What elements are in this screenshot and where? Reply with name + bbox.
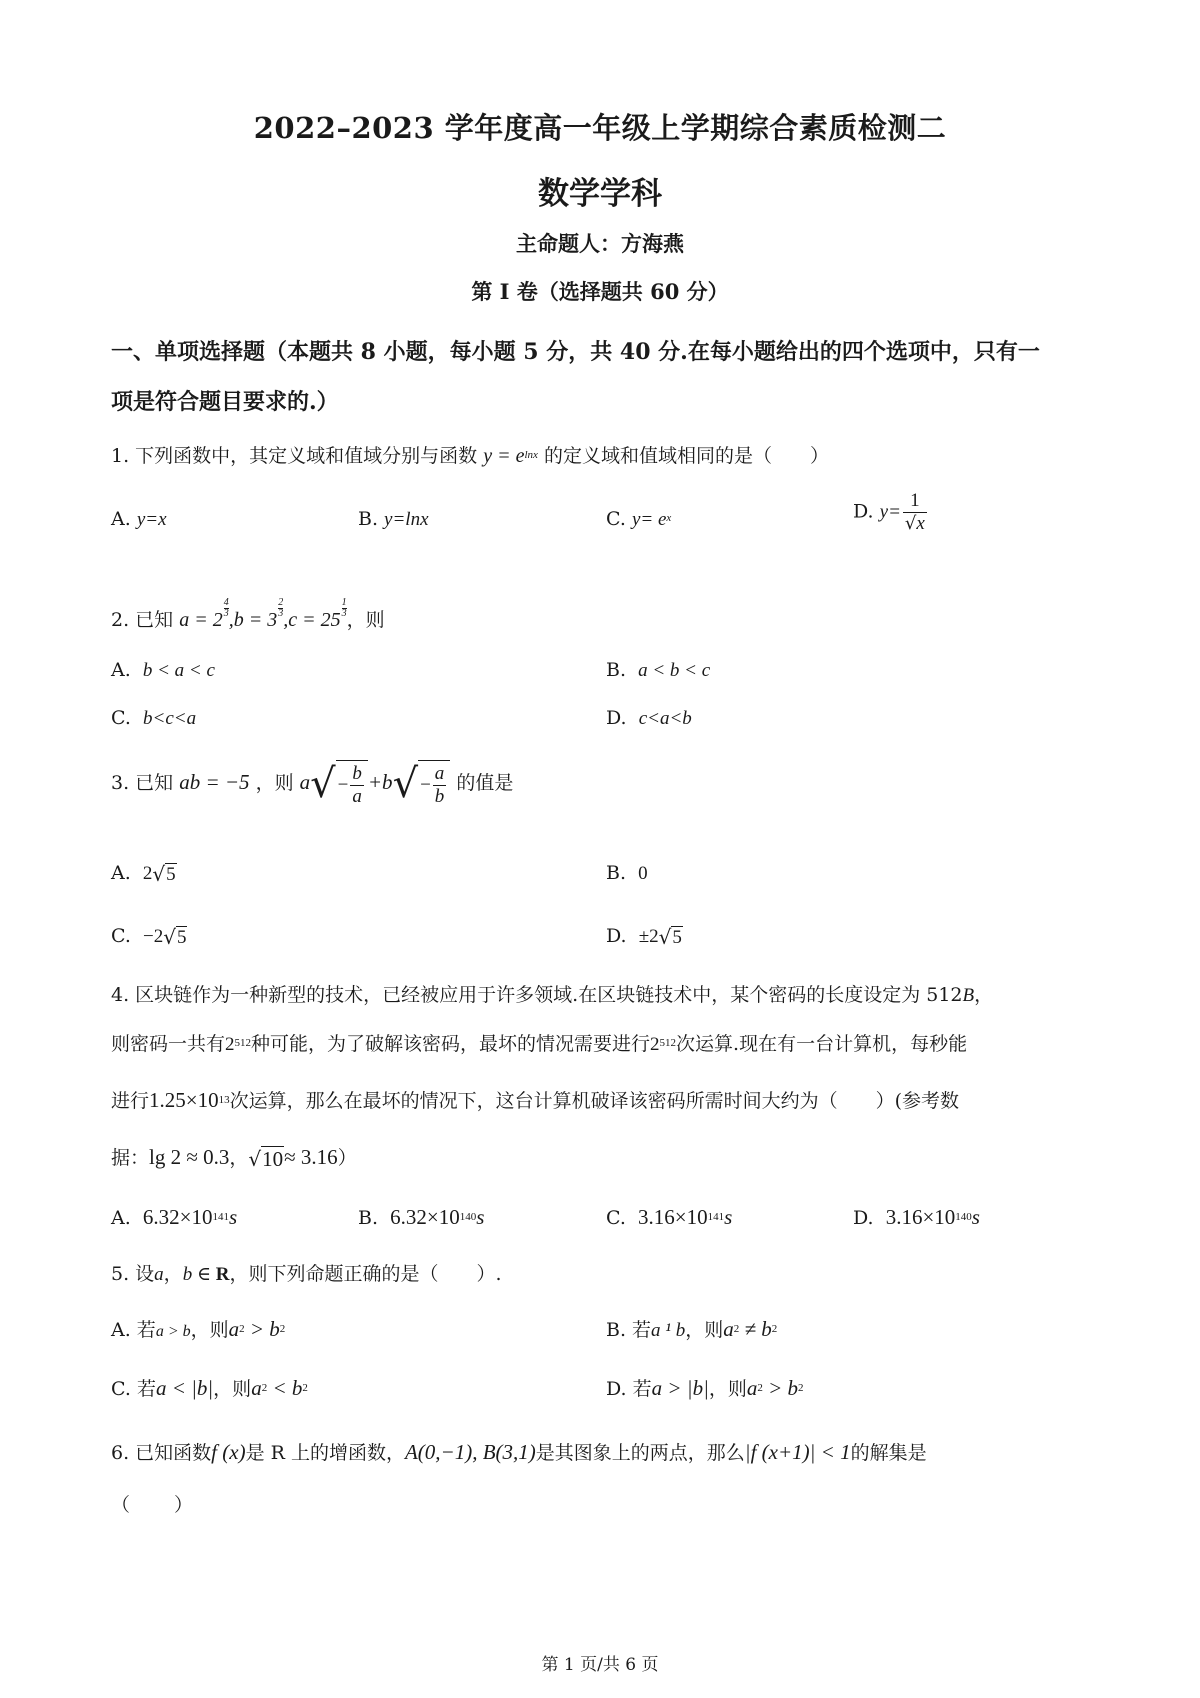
q2-b-num: 2 [278, 597, 284, 608]
q5-option-d-label: D. 若 [606, 1378, 652, 1400]
q1-suffix: 的定义域和值域相同的是（ ） [543, 445, 829, 467]
q5-option-d-res2: > b [762, 1376, 799, 1400]
volume-title: 第 I 卷（选择题共 60 分） [471, 279, 729, 304]
sqrt-icon: √ [310, 760, 336, 807]
q4-line4-a: 据： [111, 1147, 150, 1169]
q3-option-c[interactable] [111, 925, 187, 949]
q2-option-c[interactable] [111, 707, 196, 730]
q5-option-c-then: ，则 [213, 1378, 252, 1400]
q2-c-num: 1 [341, 597, 347, 608]
q4-power-1 [225, 1034, 251, 1055]
subject-title: 数学学科 [538, 176, 662, 212]
q5-option-a-cond: a > b [155, 1323, 191, 1340]
question-3 [111, 760, 513, 808]
q3-frac2-sign: − [420, 774, 431, 796]
q2-b-base: ,b = 3 [228, 609, 278, 631]
q3-a: a [299, 769, 311, 794]
q4-speed-base: 1.25×10 [149, 1088, 219, 1112]
q3-option-b-value: 0 [638, 863, 648, 884]
q6-inequality: |f (x+1)| < 1 [744, 1440, 851, 1464]
q4-speed [149, 1088, 230, 1112]
question-4-line-4 [111, 1143, 357, 1172]
q6-fx: f (x) [211, 1440, 246, 1464]
q3-frac2-num: a [434, 763, 445, 784]
q3-prefix: 3. 已知 [111, 771, 174, 794]
q2-c-den: 3 [341, 608, 347, 619]
q5-option-b-res2: ≠ b [739, 1317, 772, 1341]
sqrt-icon: √ [392, 760, 419, 807]
question-2 [111, 598, 385, 632]
q4-line4-b: ， [229, 1147, 249, 1169]
q4-line2-c: 次运算.现在有一台计算机，每秒能 [676, 1033, 968, 1055]
q1-prefix: 1. 下列函数中，其定义域和值域分别与函数 [111, 445, 478, 467]
q2-option-c-math: b<c<a [143, 708, 197, 729]
q4-line1-text: 4. 区块链作为一种新型的技术，已经被应用于许多领域.在区块链技术中，某个密码的长度设定为 512 [111, 984, 963, 1006]
q2-option-d-label: D. [606, 707, 627, 729]
q2-option-d-math: c<a<b [638, 708, 692, 729]
q5-option-d-cond: a > |b| [651, 1376, 709, 1400]
author-line: 主命题人：方海燕 [516, 231, 684, 256]
q5-option-b-then: ，则 [685, 1319, 724, 1341]
q5-option-b-label: B. 若 [606, 1319, 652, 1341]
q5-option-c-exp2: 2 [302, 1382, 308, 1394]
q1-option-d-math: y= [879, 501, 901, 523]
q3-frac2-den: b [434, 785, 445, 807]
q3-frac1-den: a [352, 785, 362, 807]
q5-a: a [154, 1264, 164, 1285]
q3-radical-1 [310, 760, 368, 808]
q3-plus-b: +b [367, 769, 393, 794]
q2-a [179, 597, 229, 631]
q4-option-d-value: 3.16×10 [885, 1205, 956, 1229]
question-5 [111, 1259, 502, 1286]
q5-option-d-exp1: 2 [757, 1382, 763, 1394]
q5-option-b-exp2: 2 [771, 1323, 778, 1335]
q2-option-c-label: C. [111, 707, 131, 729]
q5-option-c-exp1: 2 [261, 1382, 268, 1394]
q1-option-d-num: 1 [903, 490, 927, 513]
q5-option-c-res2: < b [267, 1376, 303, 1400]
q3-option-d-rad: 5 [672, 926, 682, 948]
q3-option-d-label: D. [606, 925, 627, 947]
q1-option-c-label: C. [606, 508, 632, 530]
q5-prefix: 5. 设 [111, 1263, 155, 1285]
q4-option-d-exp: 140 [955, 1211, 972, 1223]
q5-suffix: ，则下列命题正确的是（ ）. [229, 1263, 502, 1285]
q4-option-a-exp: 141 [212, 1211, 229, 1223]
q5-option-a-res: a [228, 1317, 240, 1341]
q3-option-c-coef: −2 [143, 926, 164, 947]
q4-option-b-exp: 140 [459, 1211, 477, 1223]
q4-option-a[interactable] [111, 1205, 237, 1230]
q2-option-b-math: a < b < c [638, 660, 711, 681]
q1-option-d-rad: x [916, 512, 925, 534]
q1-option-d[interactable] [853, 490, 929, 535]
q5-option-d-then: ，则 [708, 1378, 747, 1400]
q2-option-a[interactable] [111, 659, 215, 682]
q3-suffix: 的值是 [456, 771, 514, 794]
section-heading-line1: 一、单项选择题（本题共 8 小题，每小题 5 分，共 40 分.在每小题给出的四个选项中，只有一 [111, 339, 1040, 365]
q4-power-1-base: 2 [225, 1034, 235, 1055]
q5-option-b-cond: a ¹ b [651, 1320, 686, 1341]
q1-func-base: y = e [483, 445, 525, 467]
sqrt-icon: √ [152, 862, 166, 886]
q3-option-a-coef: 2 [142, 863, 153, 884]
q6-prefix: 6. 已知函数 [111, 1442, 212, 1464]
q5-option-c-res: a [251, 1376, 262, 1400]
q5-option-c-label: C. 若 [111, 1378, 156, 1400]
q2-a-base: a = 2 [179, 609, 223, 631]
sqrt-icon: √ [248, 1146, 262, 1171]
q3-option-a-rad: 5 [166, 863, 176, 885]
q4-option-c-value: 3.16×10 [638, 1205, 708, 1229]
q4-line2-a: 则密码一共有 [111, 1033, 226, 1055]
q4-option-c[interactable] [606, 1205, 732, 1230]
q3-radical-2 [393, 760, 451, 808]
q3-option-c-label: C. [111, 925, 131, 947]
q4-speed-exp: 13 [218, 1094, 230, 1106]
q2-option-d[interactable] [606, 707, 692, 730]
q3-option-b[interactable] [606, 862, 648, 885]
q4-power-2-base: 2 [650, 1034, 660, 1055]
q6-suffix: 的解集是 [850, 1442, 927, 1464]
q6-points: A(0,−1), B(3,1) [404, 1440, 536, 1464]
q5-option-a-res2: > b [244, 1317, 280, 1341]
question-4-line-3 [111, 1086, 959, 1113]
q5-option-d[interactable] [606, 1374, 804, 1401]
q2-b-den: 3 [278, 608, 284, 619]
q4-option-b-unit: s [476, 1205, 485, 1229]
q2-b [228, 597, 284, 631]
q1-func [483, 445, 538, 467]
q4-unit-b: B [962, 985, 975, 1006]
q1-option-d-fraction [903, 490, 927, 535]
q4-ref-sqrt10: ≈ 3.16 [284, 1145, 338, 1169]
q1-option-a-math: y=x [136, 509, 167, 530]
q1-option-c-math: y= e [631, 509, 667, 530]
q2-option-b[interactable] [606, 659, 710, 682]
q6-mid2: 是其图象上的两点，那么 [535, 1442, 745, 1464]
q2-suffix: ，则 [346, 609, 385, 631]
q5-option-b-res: a [723, 1317, 734, 1341]
q4-power-2-exp: 512 [659, 1037, 677, 1049]
q5-sep: ， [163, 1263, 183, 1285]
q3-option-d[interactable] [606, 925, 683, 949]
page-number: 第 1 页/共 6 页 [541, 1655, 659, 1675]
q5-option-b[interactable] [606, 1315, 777, 1342]
q1-option-a-label: A. [111, 508, 137, 530]
exam-title: 2022–2023 学年度高一年级上学期综合素质检测二 [253, 111, 947, 145]
q6-mid1: 是 R 上的增函数， [245, 1442, 405, 1464]
q1-option-b[interactable] [358, 508, 429, 531]
q4-ref-rad: 10 [262, 1146, 284, 1171]
q5-option-b-exp1: 2 [733, 1323, 740, 1335]
question-4-line-1 [111, 980, 993, 1007]
q4-power-1-exp: 512 [234, 1037, 252, 1049]
q2-a-num: 4 [223, 597, 229, 608]
q4-option-c-unit: s [724, 1205, 733, 1229]
q5-real-set: R [215, 1264, 230, 1285]
q5-option-c[interactable] [111, 1374, 308, 1401]
q4-option-c-exp: 141 [707, 1211, 725, 1223]
sqrt-icon: √ [163, 925, 176, 949]
q2-c [283, 597, 347, 631]
q4-option-b-value: 6.32×10 [390, 1205, 460, 1229]
q5-option-a-exp2: 2 [279, 1323, 286, 1335]
q4-line2-b: 种可能，为了破解该密码，最坏的情况需要进行 [251, 1033, 651, 1055]
question-6 [111, 1438, 927, 1465]
q1-option-b-label: B. [358, 508, 385, 530]
q3-option-b-label: B. [606, 862, 627, 884]
q5-option-a-exp1: 2 [239, 1323, 245, 1335]
q1-option-c-exp: x [666, 512, 672, 524]
q2-option-b-label: B. [606, 659, 627, 681]
q4-option-a-unit: s [228, 1205, 238, 1229]
q3-option-d-coef: ±2 [638, 926, 659, 947]
q3-option-c-rad: 5 [176, 926, 187, 948]
q4-option-d-unit: s [971, 1205, 980, 1229]
q5-option-a-label: A. 若 [111, 1319, 156, 1341]
q4-line3-b: 次运算，那么在最坏的情况下，这台计算机破译该密码所需时间大约为（ ）(参考数 [229, 1090, 960, 1112]
q4-option-d-label: D. [853, 1207, 874, 1229]
q4-line1-end: ， [974, 984, 994, 1006]
q1-func-exp: lnx [524, 449, 538, 461]
q1-option-d-label: D. [853, 500, 880, 523]
sqrt-icon: √ [658, 925, 672, 949]
q4-option-d[interactable] [853, 1205, 980, 1230]
q4-power-2 [650, 1034, 676, 1055]
q4-option-a-value: 6.32×10 [142, 1205, 213, 1229]
q3-condition: ab = −5 [179, 769, 250, 794]
q4-option-b[interactable] [358, 1205, 484, 1230]
question-4-line-2 [111, 1029, 967, 1056]
q3-option-a-label: A. [111, 862, 131, 884]
q2-option-a-label: A. [111, 659, 131, 681]
q1-option-b-math: y=lnx [384, 509, 429, 530]
q5-option-c-cond: a < |b| [155, 1376, 214, 1400]
q2-prefix: 2. 已知 [111, 609, 174, 631]
question-1 [111, 441, 829, 468]
q4-option-a-label: A. [111, 1207, 131, 1229]
q4-line4-c: ） [337, 1147, 357, 1169]
q3-option-a[interactable] [111, 862, 177, 886]
q5-option-d-exp2: 2 [798, 1382, 804, 1394]
q1-option-c[interactable] [606, 508, 671, 531]
q3-frac1-sign: − [337, 774, 349, 796]
sqrt-icon: √ [904, 513, 917, 535]
q5-option-d-res: a [746, 1376, 758, 1400]
q2-a-den: 3 [223, 608, 229, 619]
q5-b-in: b ∈ [182, 1264, 216, 1285]
section-heading-line2: 项是符合题目要求的.） [111, 389, 339, 415]
q1-option-a[interactable] [111, 508, 167, 531]
q3-frac1-num: b [352, 763, 362, 784]
q4-ref-lg2: lg 2 ≈ 0.3 [149, 1145, 230, 1169]
q4-line3-a: 进行 [111, 1090, 150, 1112]
q5-option-a-then: ，则 [190, 1319, 229, 1341]
q3-mid: ，则 [255, 771, 294, 794]
q5-option-a[interactable] [111, 1315, 285, 1342]
q2-c-base: ,c = 25 [283, 609, 341, 631]
q6-answer-blank: （ ） [111, 1494, 196, 1516]
q4-option-b-label: B. [358, 1207, 379, 1229]
q2-option-a-math: b < a < c [142, 660, 215, 681]
q4-option-c-label: C. [606, 1207, 626, 1229]
